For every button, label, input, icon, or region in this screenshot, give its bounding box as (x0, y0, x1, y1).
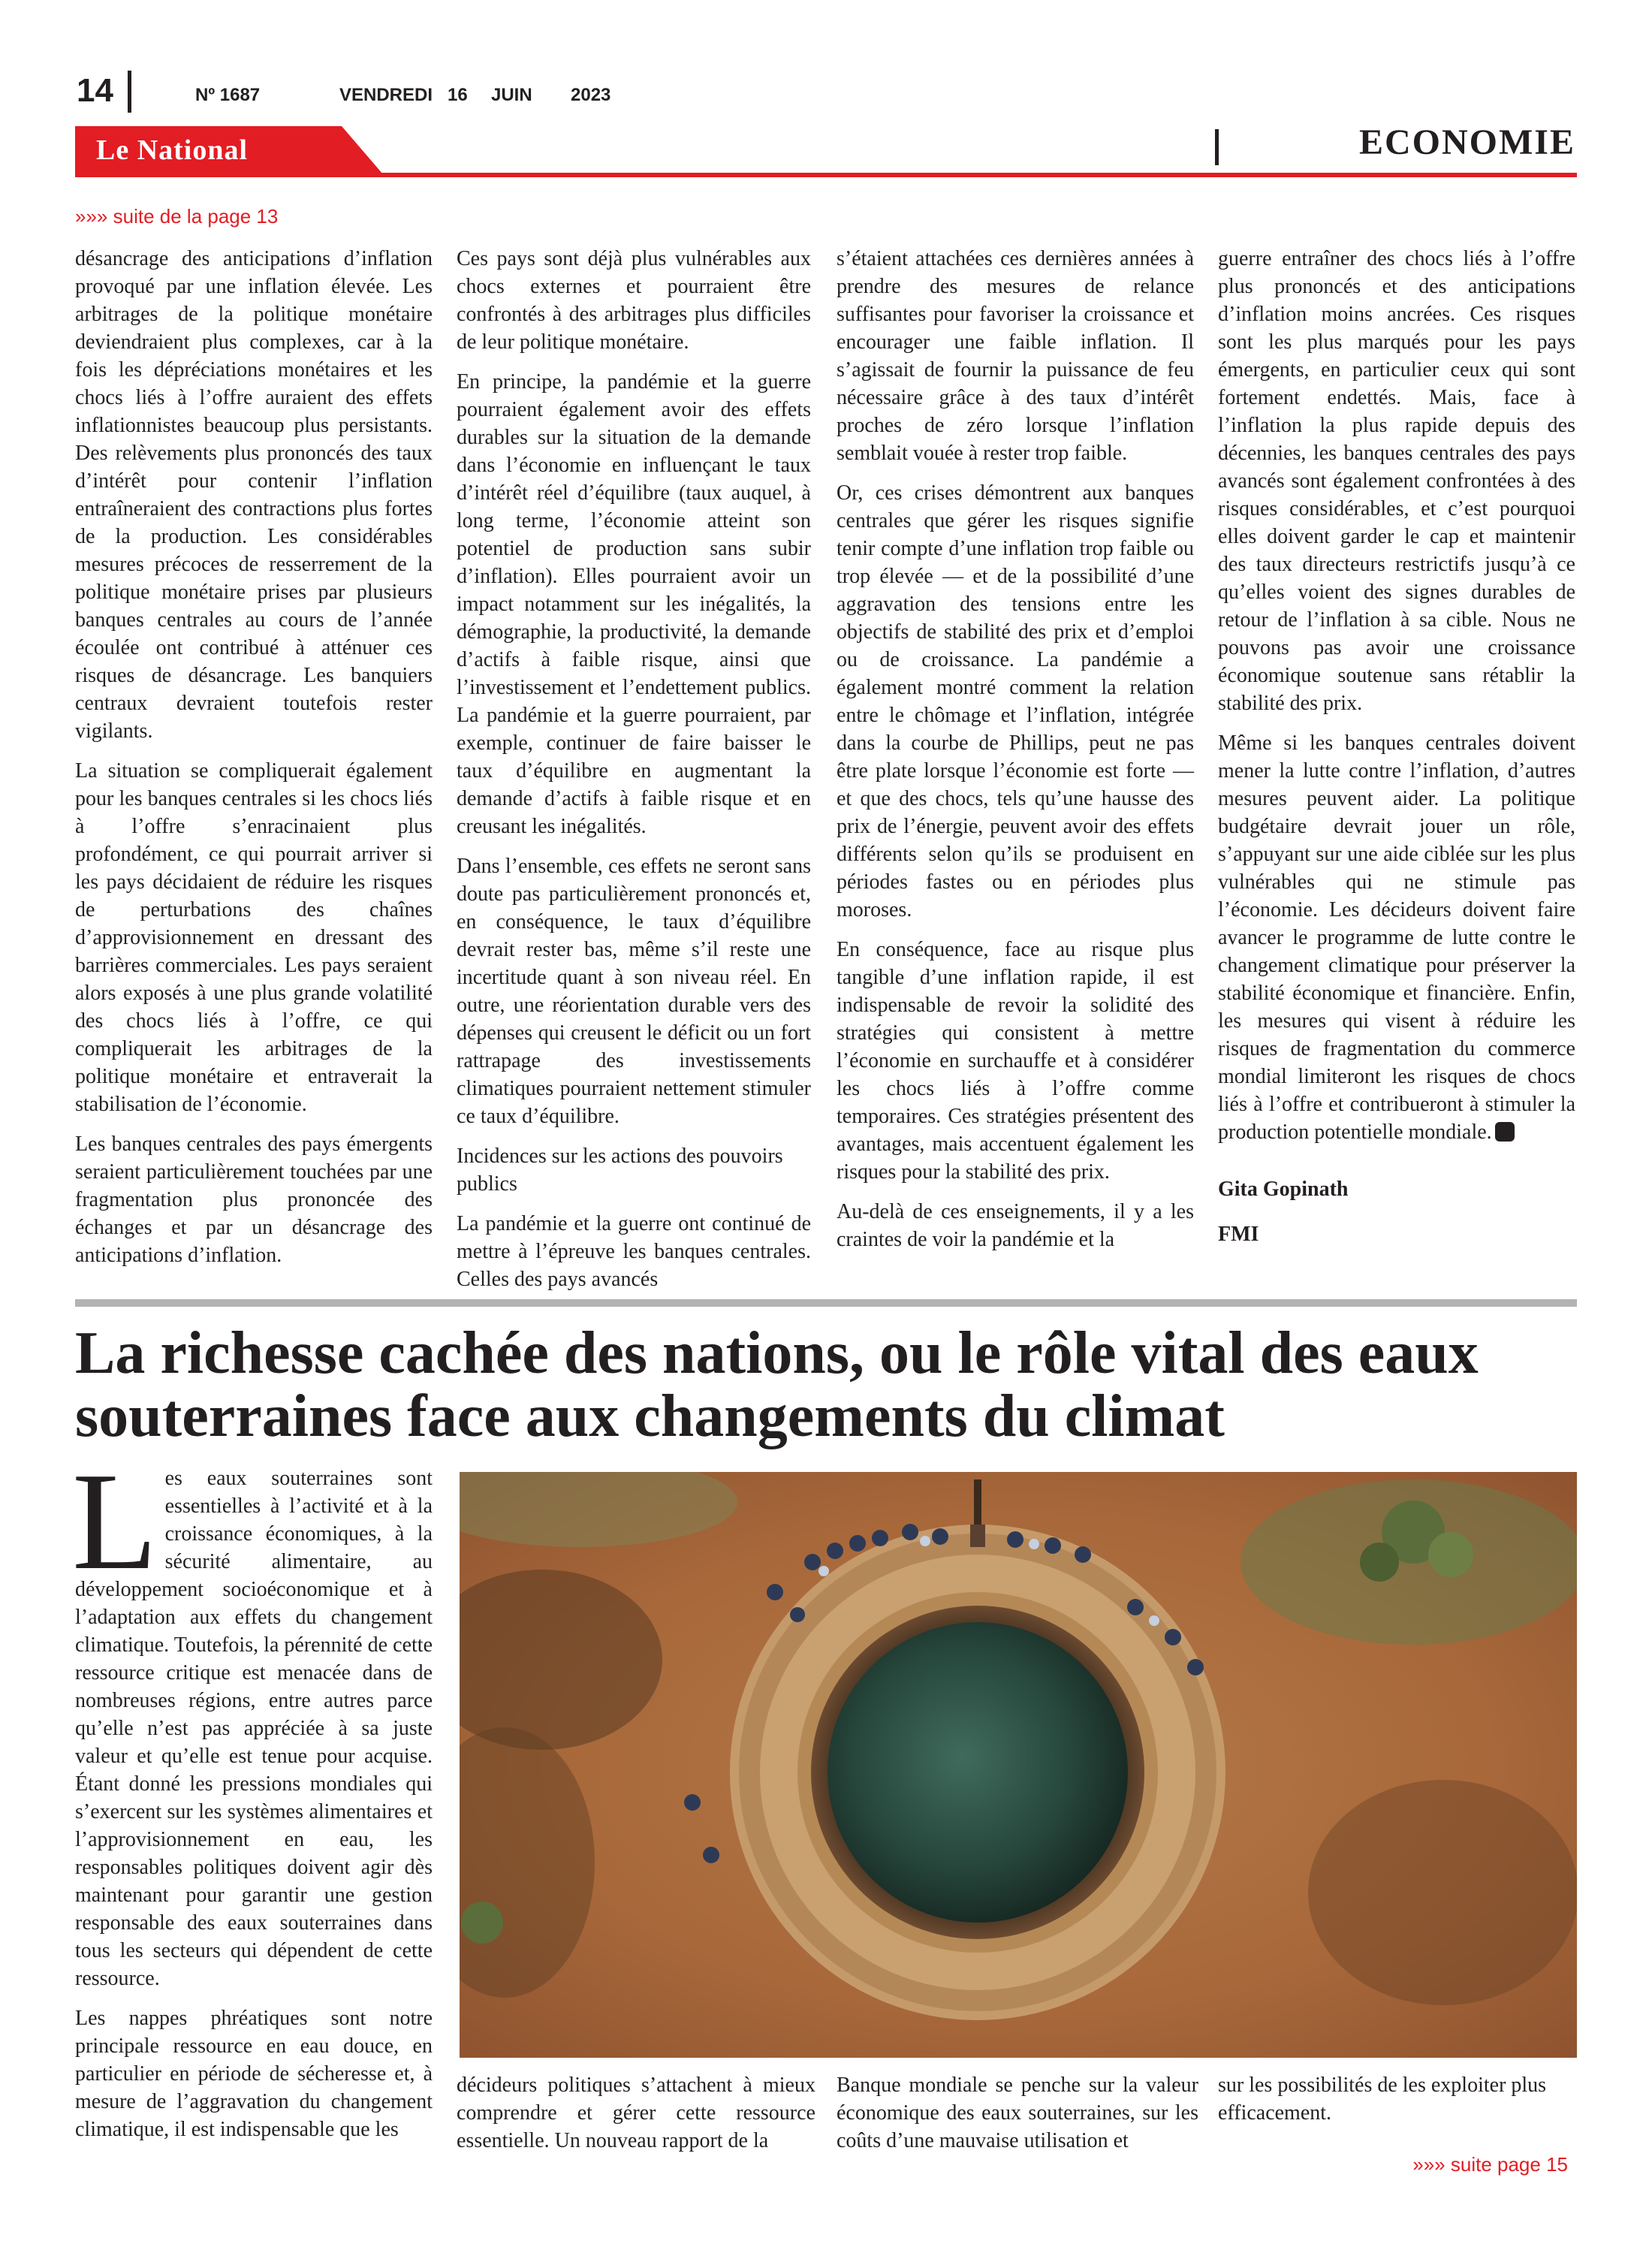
page-number: 14 (77, 72, 113, 109)
paragraph: s’étaient attachées ces dernières années à prendre des mesures de relance suffisantes pour favoriser la croissance et encourager une faible inflation. Il s’agissait de fournir la puissance de feu nécessaire grâce à des taux d’intérêt proches de zéro lorsque l’inflation semblait vouée à rester trop faible. (837, 247, 1194, 465)
paragraph: Banque mondiale se penche sur la valeur économique des eaux souterraines, sur les coûts d’une mauvaise utilisation et (837, 2074, 1198, 2152)
article2-column-1 (72, 1444, 433, 2155)
date-weekday: VENDREDI (339, 85, 433, 105)
continued-from-text: suite de la page 13 (113, 205, 279, 228)
continued-on-arrows: »»» (1412, 2153, 1446, 2176)
section-rule (75, 1299, 1577, 1307)
date-month: JUIN (491, 85, 532, 105)
continued-from-arrows: »»» (75, 205, 108, 228)
paragraph-text: Même si les banques centrales doivent mener la lutte contre l’inflation, d’autres mesures peuvent aider. La politique budgétaire devrait jouer un rôle, s’appuyant sur une aide ciblée sur les plus vulnérables qui ne stimule pas l’économie. Les décideurs doivent faire avancer le programme de lutte contre le changement climatique pour préserver la stabilité économique et financière. Enfin, les mesures qui visent à réduire les risques de fragmentation du commerce mondial limiteront les risques de chocs liés à l’offre et contribueront à stimuler la production potentielle mondiale. (1218, 731, 1575, 1144)
date-year: 2023 (571, 85, 611, 105)
paragraph: La pandémie et la guerre ont continué de mettre à l’épreuve les banques centrales. Celles des pays avancés (457, 1212, 811, 1291)
continued-from (75, 204, 278, 228)
subheading: Incidences sur les actions des pouvoirs publics (457, 1145, 783, 1196)
brand-strip (75, 173, 1577, 177)
section-title: ECONOMIE (1358, 122, 1575, 162)
paragraph: guerre entraîner des chocs liés à l’offre plus prononcés et des anticipations d’inflation moins ancrées. Ces risques sont les plus marqués pour les pays émergents, en particulier ceux qui sont fortement endettés. Mais, face à l’inflation la plus rapide depuis des décennies, les banques centrales des pays avancés sont également confrontées à des risques considérables, et c’est pourquoi elles doivent garder le cap et maintenir des taux directeurs restrictifs jusqu’à ce qu’elles voient des signes durables de retour de l’inflation à sa cible. Nous ne pouvons pas avoir une croissance économique soutenue sans rétablir la stabilité des prix. (1218, 247, 1575, 715)
paragraph: Au-delà de ces enseignements, il y a les craintes de voir la pandémie et la (837, 1200, 1194, 1251)
paragraph (1218, 729, 1575, 1146)
paragraph: sur les possibilités de les exploiter plus efficacement. (1218, 2074, 1547, 2125)
paragraph: Les banques centrales des pays émergents seraient particulièrement touchées par une fragmentation plus prononcée des échanges et par un désancrage des anticipations d’inflation. (75, 1133, 433, 1267)
article1-column-4 (1218, 245, 1575, 1263)
paragraph: Or, ces crises démontrent aux banques centrales que gérer les risques signifie tenir compte d’une inflation trop faible ou trop élevée — et de la possibilité d’une aggravation des tensions entre les objectifs de stabilité des prix et d’emploi ou de croissance. La pandémie a également montré comment la relation entre le chômage et l’inflation, intégrée dans la courbe de Phillips, peut ne pas être plate lorsque l’économie est forte — et que des chocs, tels qu’une hausse des prix de l’énergie, peuvent avoir des effets différents selon qu’ils se produisent en périodes fastes ou en périodes plus moroses. (837, 481, 1194, 921)
issue-number: Nº 1687 (195, 85, 261, 105)
paragraph: Les nappes phréatiques sont notre principale ressource en eau douce, en particulier en période de sécheresse et, à mesure de l’aggravation du changement climatique, il est indispensable que les (75, 2007, 433, 2141)
well-photo-illustration (460, 1472, 1577, 2058)
paragraph: La situation se compliquerait également pour les banques centrales si les chocs liés à l’offre s’enracinaient plus profondément, ce qui pourrait arriver si les pays décidaient de réduire les risques de perturbations des chaînes d’approvisionnement en dressant des barrières commerciales. Les pays seraient alors exposés à une plus grande volatilité des chocs liés à l’offre, ce qui compliquerait les arbitrages de la politique monétaire et entraverait la stabilisation de l’économie. (75, 759, 433, 1116)
paragraph: désancrage des anticipations d’inflation provoqué par une inflation élevée. Les arbitrages de la politique monétaire deviendraient plus complexes, car à la fois les dépréciations monétaires et les chocs liés à l’offre auraient des effets inflationnistes beaucoup plus persistants. Des relèvements plus prononcés des taux d’intérêt pour contenir l’inflation entraîneraient des contractions plus fortes de la production. Les considérables mesures précoces de resserrement de la politique monétaire prises par plusieurs banques centrales au cours de l’année écoulée ont contribué à atténuer ces risques de désancrage. Les banquiers centraux devraient toutefois rester vigilants. (75, 247, 433, 743)
brand-name: Le National (96, 134, 249, 166)
date-day: 16 (448, 85, 468, 105)
article2-column-4 (1218, 2071, 1575, 2139)
section-divider (1215, 129, 1219, 165)
paragraph: Dans l’ensemble, ces effets ne seront sans doute pas particulièrement prononcés et, en conséquence, le taux d’équilibre devrait rester bas, même s’il reste une incertitude quant à son niveau réel. En outre, une réorientation durable vers des dépenses qui creusent le déficit ou un fort rattrapage des investissements climatiques pourraient nettement stimuler ce taux d’équilibre. (457, 855, 811, 1128)
article1-column-2 (457, 245, 811, 1305)
article2-headline: La richesse cachée des nations, ou le rôle vital des eaux souterraines face aux changements du climat (75, 1320, 1479, 1449)
article2-column-3 (837, 2071, 1198, 2167)
continued-on-text: suite page 15 (1450, 2153, 1568, 2176)
end-mark-icon (1495, 1122, 1515, 1142)
paragraph-text: es eaux souterraines sont essentielles à l’activité et à la croissance économiques, à la sécurité alimentaire, au développement socioéconomique et à l’adaptation aux effets du changement climatique. Toutefois, la pérennité de cette ressource critique est menacée dans de nombreuses régions, entre autres parce qu’elle n’est pas appréciée à sa juste valeur et qu’elle est tenue pour acquise. Étant donné les pressions mondiales qui s’exercent sur les systèmes alimentaires et l’approvisionnement en eau, les responsables politiques doivent agir dès maintenant pour garantir une gestion responsable des eaux souterraines dans tous les secteurs qui dépendent de cette ressource. (75, 1467, 433, 1990)
continued-on (1412, 2152, 1568, 2176)
groundwater-well-photo (460, 1472, 1577, 2058)
drop-cap: L (72, 1444, 158, 1599)
paragraph: En conséquence, face au risque plus tangible d’une inflation rapide, il est indispensable de revoir la solidité des stratégies qui consistent à mettre l’économie en surchauffe et à considérer les chocs liés à l’offre comme temporaires. Ces stratégies présentent des avantages, mais accentuent également les risques pour la stabilité des prix. (837, 938, 1194, 1184)
author-org: FMI (1218, 1223, 1259, 1246)
paragraph (72, 1444, 433, 1992)
article1-column-1 (75, 245, 433, 1281)
paragraph: En principe, la pandémie et la guerre pourraient également avoir des effets durables sur la situation de la demande dans l’économie en influençant le taux d’intérêt réel d’équilibre (taux auquel, à long terme, l’économie atteint son potentiel de production sans subir d’inflation). Elles pourraient avoir un impact notamment sur les inégalités, la démographie, la productivité, la demande d’actifs à faible risque, ainsi que l’investissement et l’endettement publics. La pandémie et la guerre pourraient, par exemple, continuer de faire baisser le taux d’équilibre en augmentant la demande d’actifs à faible risque et en creusant les inégalités. (457, 370, 811, 838)
article2-column-2 (457, 2071, 815, 2167)
header-divider (128, 71, 131, 113)
paragraph: Ces pays sont déjà plus vulnérables aux chocs externes et pourraient être confrontés à des arbitrages plus difficiles de leur politique monétaire. (457, 247, 811, 354)
author-name: Gita Gopinath (1218, 1178, 1349, 1201)
article1-column-3 (837, 245, 1194, 1265)
paragraph: décideurs politiques s’attachent à mieux comprendre et gérer cette ressource essentielle. Un nouveau rapport de la (457, 2074, 815, 2152)
